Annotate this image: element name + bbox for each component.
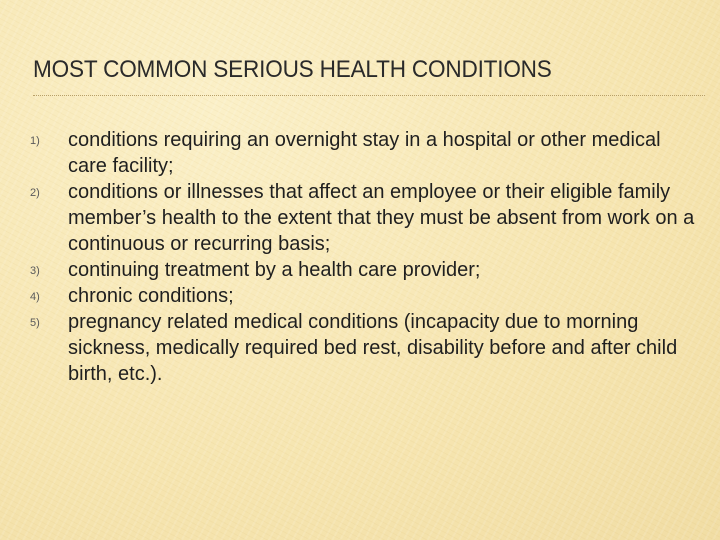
list-item-text: conditions or illnesses that affect an employee or their eligible family member’s health to the extent that they must be absent from work on a continuous or recurring basis; xyxy=(68,181,695,255)
list-item xyxy=(30,283,700,309)
list-item-text: pregnancy related medical conditions (incapacity due to morning sickness, medically required bed rest, disability before and after child birth, etc.). xyxy=(68,311,678,385)
list-item-text: conditions requiring an overnight stay in a hospital or other medical care facility; xyxy=(68,129,661,177)
list-item xyxy=(30,309,700,387)
slide-title: MOST COMMON SERIOUS HEALTH CONDITIONS xyxy=(33,56,552,83)
list-item-text: continuing treatment by a health care provider; xyxy=(68,259,481,281)
list-item xyxy=(30,127,700,179)
list-item-text: chronic conditions; xyxy=(68,285,234,307)
list-item-number: 5) xyxy=(30,317,40,329)
list-item xyxy=(30,257,700,283)
list-item-number: 4) xyxy=(30,291,40,303)
list-item-number: 1) xyxy=(30,135,40,147)
list-item-number: 3) xyxy=(30,265,40,277)
list-item-number: 2) xyxy=(30,187,40,199)
list-item xyxy=(30,179,700,257)
title-divider xyxy=(33,95,705,96)
numbered-list xyxy=(30,127,700,387)
